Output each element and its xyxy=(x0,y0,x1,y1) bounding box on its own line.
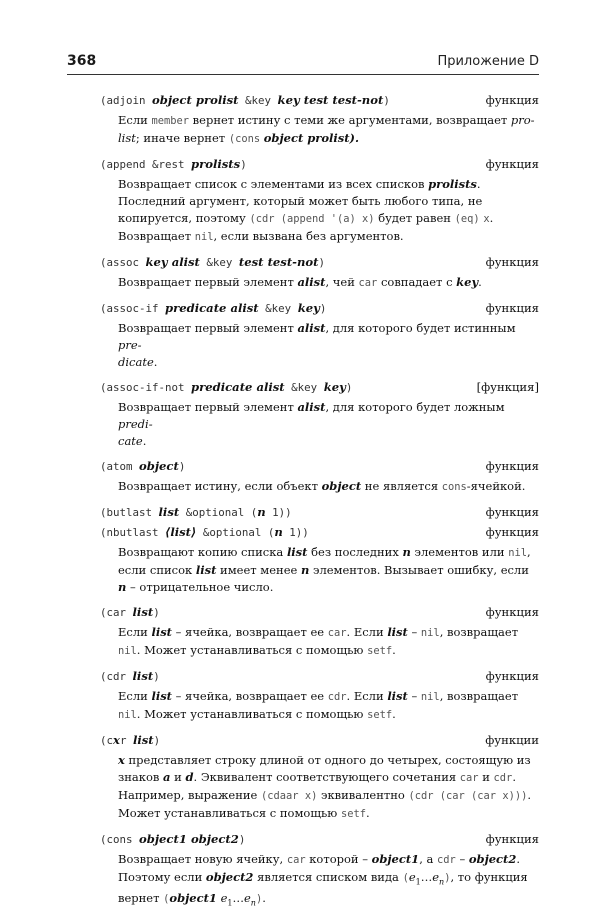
entry-kind: функция xyxy=(485,301,539,315)
entry-signature: (butlast list &optional (n 1)) xyxy=(100,505,292,519)
entry-signature: (atom object) xyxy=(100,459,186,473)
entry-cxr xyxy=(100,732,539,823)
entry-signature: (assoc-if-not predicate alist &key key) xyxy=(100,380,353,394)
entry-description: x представляет строку длиной от одного до четырех, состоящую из знаков a и d. Эквивалент соответствующего сочетания car и cdr. Например, выражение (cdaar x) эквивалентно (cdr (car (car x))). Может устанавливаться с помощью setf. xyxy=(118,753,531,820)
entry-assoc-if-not xyxy=(100,379,539,450)
entry-signature: (car list) xyxy=(100,605,160,619)
entry-description: Возвращает истину, если объект object не является cons-ячейкой. xyxy=(118,479,526,493)
entry-signature: (append &rest prolists) xyxy=(100,157,247,171)
entry-kind: функции xyxy=(485,733,539,747)
entry-signature: (assoc key alist &key test test-not) xyxy=(100,255,326,269)
entry-description: Если list – ячейка, возвращает ее cdr. Если list – nil, возвращает nil. Может устанавливаться с помощью setf. xyxy=(118,689,519,721)
entry-kind: [функция] xyxy=(476,380,539,394)
entry-signature: (assoc-if predicate alist &key key) xyxy=(100,301,327,315)
entry-car xyxy=(100,604,539,660)
entry-kind: функция xyxy=(485,669,539,683)
entry-kind: функция xyxy=(485,157,539,171)
entry-kind: функция xyxy=(485,255,539,269)
entry-kind: функция xyxy=(485,525,539,539)
entry-kind: функция xyxy=(485,605,539,619)
entry-signature: (cxr list) xyxy=(100,733,161,747)
entry-description: Возвращает новую ячейку, car которой – object1, а cdr – object2. Поэтому если object2 является списком вида $(e_1\dots e_n)$, то функция вернет (object1 $e_1\dots e_n$). xyxy=(118,852,528,908)
entry-signature: (adjoin object prolist &key key test test-not) xyxy=(100,93,390,107)
entry-assoc-if xyxy=(100,300,539,371)
entry-description: Возвращает первый элемент alist, чей car совпадает с key. xyxy=(118,275,482,289)
entry-description: Возвращают копию списка list без последних n элементов или nil, если список list имеет менее n элементов. Вызывает ошибку, если n – отрицательное число. xyxy=(118,545,531,594)
section-title: Приложение D xyxy=(437,54,539,69)
entry-kind: функция xyxy=(485,459,539,473)
entry-assoc xyxy=(100,254,539,292)
entry-atom xyxy=(100,458,539,496)
entry-description: Возвращает первый элемент alist, для которого будет ложным predi- cate. xyxy=(118,400,505,448)
entry-kind: функция xyxy=(485,832,539,846)
entry-butlast xyxy=(100,504,539,596)
entry-adjoin xyxy=(100,92,539,148)
entry-list xyxy=(100,92,539,920)
page-number: 368 xyxy=(67,53,97,69)
entry-description: Если member вернет истину с теми же аргументами, возвращает pro- list; иначе вернет (cons object prolist). xyxy=(118,113,535,145)
page-header xyxy=(67,50,539,75)
entry-kind: функция xyxy=(485,93,539,107)
entry-description: Возвращает список с элементами из всех списков prolists. Последний аргумент, который может быть любого типа, не копируется, поэтому (cdr (append '(a) x) будет равен (eq) x. Возвращает nil, если вызвана без аргументов. xyxy=(118,177,494,243)
entry-kind: функция xyxy=(485,505,539,519)
entry-cons xyxy=(100,831,539,912)
entry-signature: (cdr list) xyxy=(100,669,160,683)
entry-append xyxy=(100,156,539,246)
entry-description: Возвращает первый элемент alist, для которого будет истинным pre- dicate. xyxy=(118,321,516,369)
entry-signature: (cons object1 object2) xyxy=(100,832,246,846)
entry-cdr xyxy=(100,668,539,724)
entry-description: Если list – ячейка, возвращает ее car. Если list – nil, возвращает nil. Может устанавливаться с помощью setf. xyxy=(118,625,519,657)
entry-signature: (nbutlast ⟨list⟩ &optional (n 1)) xyxy=(100,525,309,539)
